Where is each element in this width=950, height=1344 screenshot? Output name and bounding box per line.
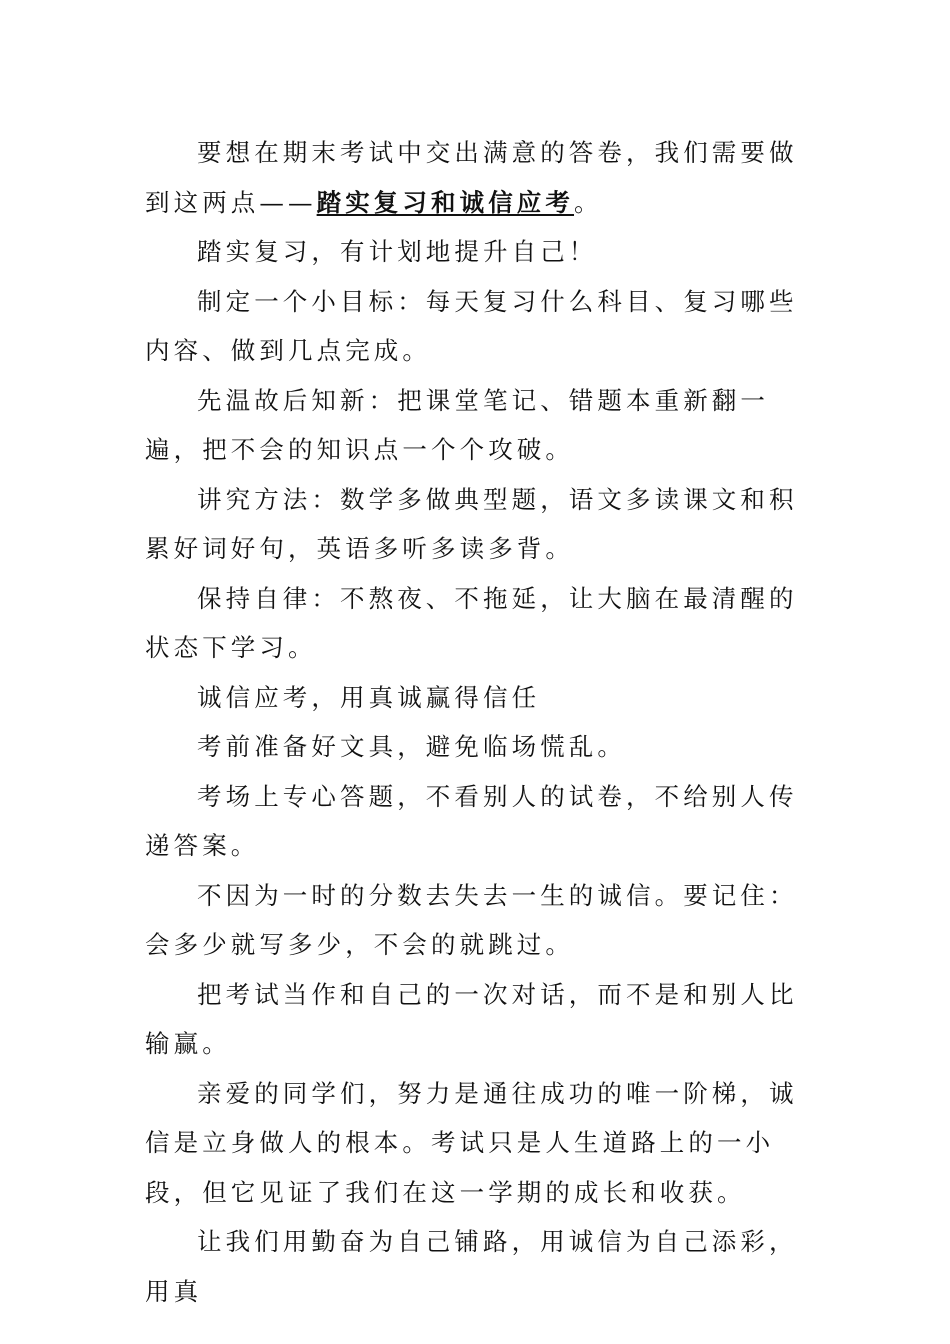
paragraph-discipline: 保持自律：不熬夜、不拖延，让大脑在最清醒的状态下学习。 bbox=[145, 583, 798, 662]
paragraph-honesty-heading: 诚信应考，用真诚赢得信任 bbox=[197, 682, 541, 712]
paragraph-goal: 制定一个小目标：每天复习什么科目、复习哪些内容、做到几点完成。 bbox=[145, 286, 798, 365]
paragraph-review-heading: 踏实复习，有计划地提升自己！ bbox=[197, 237, 598, 266]
emphasized-theme: 踏实复习和诚信应考 bbox=[316, 187, 575, 217]
paragraph-dialogue: 把考试当作和自己的一次对话，而不是和别人比输赢。 bbox=[145, 979, 798, 1058]
intro-text: 要想在期末考试中交出满意的答卷，我们需要做到这两点—— bbox=[145, 138, 798, 217]
paragraph-closing: 让我们用勤奋为自己铺路，用诚信为自己添彩，用真 bbox=[145, 1227, 798, 1306]
paragraph-review-old: 先温故后知新：把课堂笔记、错题本重新翻一遍，把不会的知识点一个个攻破。 bbox=[145, 385, 769, 464]
paragraph-address: 亲爱的同学们，努力是通往成功的唯一阶梯，诚信是立身做人的根本。考试只是人生道路上的一小段，但它见证了我们在这一学期的成长和收获。 bbox=[145, 1078, 798, 1207]
paragraph-intro bbox=[145, 128, 815, 227]
paragraph-stationery: 考前准备好文具，避免临场慌乱。 bbox=[197, 732, 626, 761]
intro-end: 。 bbox=[574, 187, 603, 217]
paragraph-integrity: 不因为一时的分数去失去一生的诚信。要记住：会多少就写多少，不会的就跳过。 bbox=[145, 880, 798, 959]
paragraph-method: 讲究方法：数学多做典型题，语文多读课文和积累好词好句，英语多听多读多背。 bbox=[145, 484, 798, 563]
document-page bbox=[145, 128, 815, 1316]
paragraph-focus: 考场上专心答题，不看别人的试卷，不给别人传递答案。 bbox=[145, 781, 798, 860]
